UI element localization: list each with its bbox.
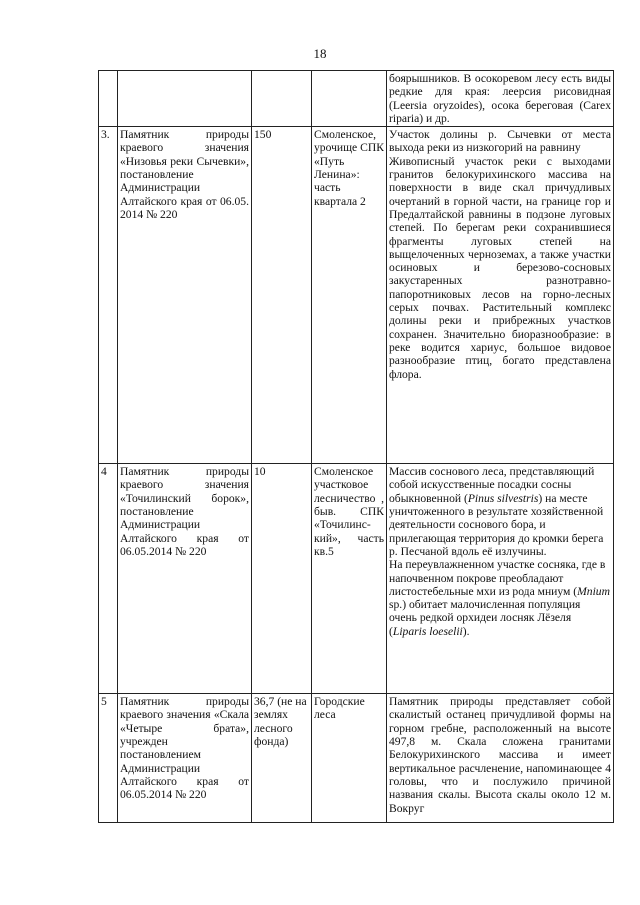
row-number-cell: 4	[99, 464, 118, 694]
description-paragraph	[389, 558, 611, 638]
description-paragraph: боярышников. В осокоревом лесу есть виды редкие для края: леерсия рисовидная (Leersia oryzoides), осока береговая (Carex riparia) и др.	[389, 72, 611, 125]
location-cell	[312, 71, 387, 127]
latin-name: Liparis loeselii	[392, 624, 463, 638]
area-cell: 10	[252, 464, 312, 694]
monument-name-cell: Памятник природы краевого значения «Точилинский борок», постановление Администрации Алтайского края от 06.05.2014 № 220	[118, 464, 252, 694]
monument-name-cell: Памятник природы краевого значения «Скала «Четыре брата», учрежден постановлением Администрации Алтайского края от 06.05.2014 № 220	[118, 694, 252, 823]
description-paragraph: Участок долины р. Сычевки от места выхода реки из низкогорий на равнину	[389, 128, 611, 155]
table-row	[99, 694, 614, 823]
latin-name: Mnium	[577, 584, 610, 598]
description-text: sp.) обитает малочисленная популяция очень редкой орхидеи лосняк Лёзеля (	[389, 598, 581, 638]
location-cell: Смоленское, урочище СПК «Путь Ленина»: часть квартала 2	[312, 127, 387, 464]
description-text: ).	[462, 624, 470, 638]
description-cell	[387, 71, 614, 127]
area-cell: 36,7 (не на землях лесного фонда)	[252, 694, 312, 823]
row-number-cell: 5	[99, 694, 118, 823]
description-text: На переувлажненном участке сосняка, где в напочвенном покрове преобладают листостебельные мхи из рода мниум (	[389, 558, 606, 598]
latin-name: Pinus silvestris	[467, 491, 539, 505]
monument-name-cell: Памятник природы краевого значения «Низовья реки Сычевки», постановление Администрации Алтайского края от 06.05. 2014 № 220	[118, 127, 252, 464]
table-row	[99, 71, 614, 127]
table-row	[99, 127, 614, 464]
location-cell: Городские леса	[312, 694, 387, 823]
description-text: ) на месте уничтоженного в результате хозяйственной деятельности соснового бора, и прилегающая территория до кромки берега р. Песчаной вдоль её излучины.	[389, 491, 604, 558]
description-cell	[387, 694, 614, 823]
row-number-cell: 3.	[99, 127, 118, 464]
description-cell	[387, 127, 614, 464]
monument-name-cell	[118, 71, 252, 127]
table-row	[99, 464, 614, 694]
description-paragraph	[389, 465, 611, 558]
description-text: Массив соснового леса, представляющий собой искусственные посадки сосны обыкновенной (	[389, 465, 595, 505]
page-number: 18	[313, 46, 327, 61]
location-cell: Смоленское участковое лесничество , быв. СПК «Точилинс-кий», часть кв.5	[312, 464, 387, 694]
description-paragraph: Живописный участок реки с выходами гранитов белокурихинского массива на поверхности в виде скал причудливых очертаний в горной части, на границе гор и Предалтайской равнины в подзоне луговых степей. По берегам реки сохранившиеся фрагменты луговых степей на выщелоченных черноземах, а также участки осиновых и березово-сосновых закустаренных разнотравно-папоротниковых лесов на горно-лесных серых почвах. Растительный комплекс долины реки и прибрежных участков сохранен. Значительно биоразнообразие: в реке водится хариус, большое видовое разнообразие птиц, богато представлена флора.	[389, 154, 611, 381]
natural-monuments-table	[98, 70, 614, 823]
area-cell: 150	[252, 127, 312, 464]
description-cell	[387, 464, 614, 694]
row-number-cell	[99, 71, 118, 127]
area-cell	[252, 71, 312, 127]
description-paragraph: Памятник природы представляет собой скалистый останец причудливой формы на горном гребне, расположенный на высоте 497,8 м. Скала сложена гранитами Белокурихинского массива и имеет вертикальное расчленение, напоминающее 4 головы, что и послужило причиной названия скалы. Высота скалы около 12 м. Вокруг	[389, 695, 611, 815]
